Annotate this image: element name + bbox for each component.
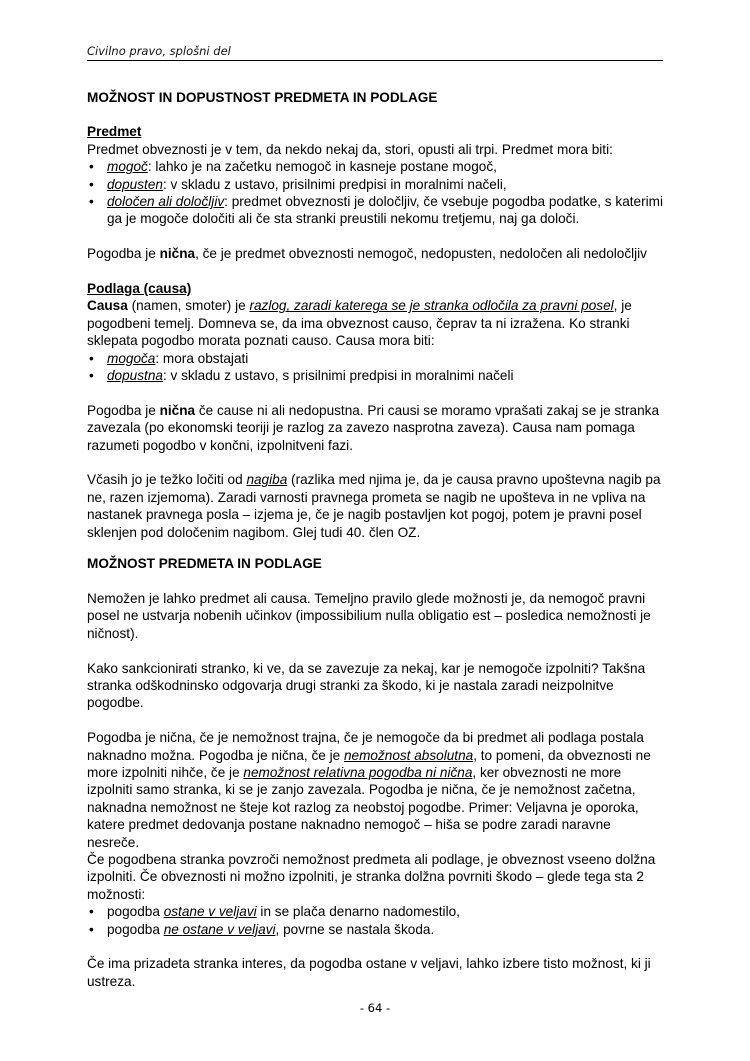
term: mogoča [107, 350, 156, 366]
term-desc: : predmet obveznosti je določljiv, če vsebuje pogodba podatke, s katerimi ga je mogoče določiti ali če sta stranki preustili nekomu tretjemu, naj ga določi. [107, 194, 663, 227]
moznost-p1: Nemožen je lahko predmet ali causa. Temeljno pravilo glede možnosti je, da nemogoč pravni posel ne ustvarja nobenih učinkov (impossibilium nulla obligatio est – posledica nemožnosti je ničnost). [87, 590, 651, 641]
moznost-p5: Če ima prizadeta stranka interes, da pogodba ostane v veljavi, lahko izbere tisto možnost, ki ji ustreza. [87, 956, 651, 989]
list-item [87, 158, 663, 175]
emphasis: razlog, zaradi katerega se je stranka odločila za pravni posel [249, 298, 614, 314]
emphasis: nemožnost absolutna [343, 747, 474, 763]
list-item [87, 921, 663, 938]
text: , ker obveznosti ne more izpolniti samo stranka, ki se je zanjo zavezala. Pogodba je nična, če je nemožnost začetna, naknadna nemožnost ne šteje kot razlog za neobstoj pogodbe. Primer: Veljavna je oporoka, katere predmet dedovanja postane naknadno nemogoč – hiša se podre zaradi naravne nesreče. [87, 764, 639, 850]
text: pogodba [107, 921, 164, 937]
term-desc: : v skladu z ustavo, s prisilnimi predpisi in moralnimi načeli [162, 368, 514, 384]
text: če cause ni ali nedopustna. Pri causi se moramo vprašati zakaj se je stranka zavezala (po ekonomski teoriji je razlog za zavezo nasprotna zaveza). Causa nam pomaga razumeti pogodbo v končni, izpolnitveni fazi. [87, 402, 660, 453]
section-moznost [87, 555, 663, 990]
term-desc: : v skladu z ustavo, prisilnimi predpisi in moralnimi načeli, [162, 176, 507, 192]
text: in se plača denarno nadomestilo, [256, 904, 460, 920]
moznost-p3 [87, 729, 663, 851]
term: mogoč [107, 159, 148, 175]
section-predmet [87, 123, 663, 262]
term: določen ali določljiv [107, 194, 225, 210]
page-number: - 64 - [359, 1001, 391, 1015]
text: Včasih jo je težko ločiti od [87, 472, 247, 488]
main-title: MOŽNOST IN DOPUSTNOST PREDMETA IN PODLAGE [87, 90, 438, 105]
moznost-p2: Kako sankcionirati stranko, ki ve, da se zavezuje za nekaj, kar je nemogoče izpolniti? Takšna stranka odškodninsko odgovarja drugi stranki za škodo, ki je nastala zaradi neizpolnitve pogodbe. [87, 660, 646, 711]
page-content [87, 89, 663, 990]
section-podlaga [87, 280, 663, 541]
heading-moznost: MOŽNOST PREDMETA IN PODLAGE [87, 556, 322, 572]
term: dopustna [107, 368, 163, 384]
list-item [87, 367, 663, 384]
bold-text: nična [159, 402, 196, 418]
text: pogodba [107, 904, 164, 920]
podlaga-list [87, 350, 663, 385]
term-desc: : mora obstajati [155, 350, 249, 366]
text: , to pomeni, da obveznosti ne more izpolniti nihče, če je [87, 747, 651, 780]
podlaga-definition [87, 297, 663, 349]
text: , je pogodbeni temelj. Domneva se, da ima obveznost causo, čeprav ta ni izražena. Ko stranki sklepata pogodbo morata poznati causo. Causa mora biti: [87, 298, 632, 349]
emphasis: ne ostane v veljavi [163, 921, 276, 937]
text: , povrne se nastala škoda. [275, 921, 435, 937]
heading-predmet: Predmet [87, 124, 142, 140]
podlaga-nullity [87, 402, 663, 454]
text: Pogodba je nična, če je nemožnost trajna, če je nemogoče da bi predmet ali podlaga postala naknadno možna. Pogodba je nična, če je [87, 730, 644, 763]
heading-podlaga: Podlaga (causa) [87, 281, 192, 297]
term: dopusten [107, 176, 163, 192]
running-header: Civilno pravo, splošni del [87, 44, 663, 61]
list-item [87, 903, 663, 920]
text: (namen, smoter) je [127, 298, 250, 314]
podlaga-motive [87, 471, 663, 541]
predmet-intro: Predmet obveznosti je v tem, da nekdo nekaj da, stori, opusti ali trpi. Predmet mora biti: [87, 141, 613, 157]
emphasis: nagiba [246, 472, 288, 488]
list-item [87, 176, 663, 193]
emphasis: ostane v veljavi [163, 904, 257, 920]
text: Pogodba je [87, 402, 160, 418]
text: (razlika med njima je, da je causa pravno upoštevna nagib pa ne, razen izjemoma). Zaradi varnosti pravnega prometa se nagib ne upošteva in ne vpliva na nastanek pravnega posla – izjema je, če je nagib postavljen kot pogoj, potem je pravni posel sklenjen pod določenim nagibom. Glej tudi 40. člen OZ. [87, 472, 661, 540]
bold-text: Causa [87, 298, 128, 314]
list-item [87, 193, 663, 228]
emphasis: nemožnost relativna pogodba ni nična [243, 764, 473, 780]
moznost-list [87, 903, 663, 938]
term-desc: : lahko je na začetku nemogoč in kasneje postane mogoč, [147, 159, 497, 175]
text: , če je predmet obveznosti nemogoč, nedopusten, nedoločen ali nedoločljiv [195, 246, 647, 262]
moznost-p4: Če pogodbena stranka povzroči nemožnost predmeta ali podlage, je obveznost vseeno dolžna izpolniti. Če obveznosti ni možno izpolniti, je stranka dolžna povrniti škodo – glede tega sta 2 možnosti: [87, 851, 656, 902]
bold-text: nična [159, 246, 196, 262]
text: Pogodba je [87, 246, 160, 262]
list-item [87, 350, 663, 367]
predmet-nullity [87, 245, 663, 262]
predmet-list [87, 158, 663, 228]
